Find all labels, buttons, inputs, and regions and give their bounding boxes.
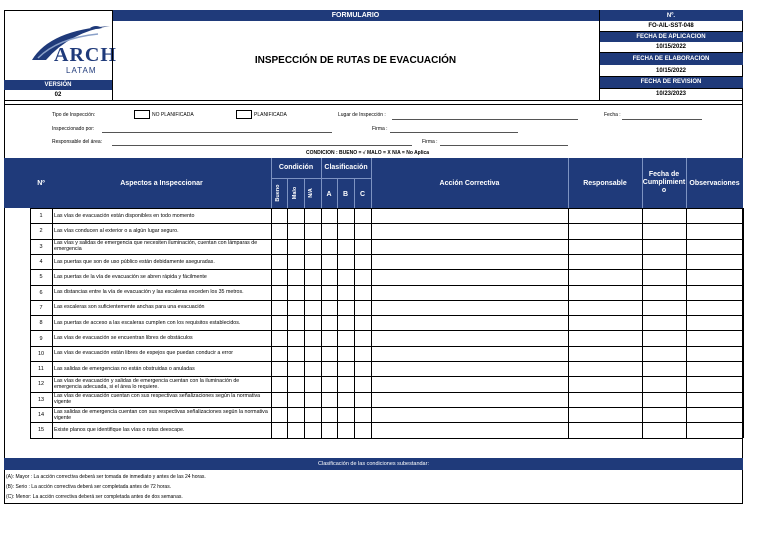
- col-a-header: A: [326, 190, 332, 198]
- firma-inspector-label: Firma :: [372, 126, 388, 132]
- table-cell-input[interactable]: [354, 269, 371, 284]
- table-cell-input[interactable]: [337, 208, 354, 223]
- table-cell-input[interactable]: [686, 223, 743, 238]
- table-cell-input[interactable]: [321, 361, 337, 376]
- table-cell-input[interactable]: [568, 346, 642, 361]
- table-cell-input[interactable]: [287, 407, 304, 422]
- col-aspectos-header: Aspectos a Inspeccionar: [120, 179, 203, 187]
- row-number: 15: [37, 427, 45, 434]
- table-cell-input[interactable]: [686, 300, 743, 315]
- lugar-inspeccion-label: Lugar de Inspección :: [338, 112, 386, 118]
- fecha-elaboracion-label: FECHA DE ELABORACION: [599, 52, 743, 65]
- table-cell-input[interactable]: [371, 285, 568, 300]
- table-cell-input[interactable]: [371, 300, 568, 315]
- table-cell-input[interactable]: [686, 361, 743, 376]
- tipo-inspeccion-label: Tipo de Inspección:: [52, 112, 96, 118]
- table-cell-input[interactable]: [337, 376, 354, 391]
- table-cell-input[interactable]: [287, 315, 304, 330]
- table-cell-input[interactable]: [287, 392, 304, 407]
- condicion-legend: CONDICION : BUENO = √ MALO = X N/A = No Aplica: [306, 150, 430, 156]
- row-number: 3: [39, 243, 43, 250]
- table-cell-input[interactable]: [337, 392, 354, 407]
- table-cell-input[interactable]: [371, 239, 568, 254]
- table-cell-input[interactable]: [337, 422, 354, 437]
- table-cell-input[interactable]: [304, 376, 321, 391]
- fecha-label: Fecha :: [604, 112, 621, 118]
- row-aspect-text: Las puertas de la vía de evacuación se abren rápida y fácilmente: [54, 273, 207, 280]
- table-cell-input[interactable]: [321, 330, 337, 345]
- table-cell-input[interactable]: [271, 407, 287, 422]
- table-cell-input[interactable]: [271, 285, 287, 300]
- table-cell-input[interactable]: [371, 407, 568, 422]
- table-cell-input[interactable]: [304, 346, 321, 361]
- col-clasificacion-header: Clasificación: [324, 163, 368, 171]
- col-responsable-header: Responsable: [583, 179, 627, 187]
- table-cell-input[interactable]: [271, 300, 287, 315]
- table-cell-input[interactable]: [371, 223, 568, 238]
- table-cell-input[interactable]: [354, 239, 371, 254]
- table-cell-input[interactable]: [287, 285, 304, 300]
- table-cell-input[interactable]: [271, 315, 287, 330]
- footer-title: Clasificación de las condiciones subestandar:: [4, 458, 743, 470]
- row-aspect-text: Existe planos que identifique las vías o rutas deescape.: [54, 426, 185, 433]
- table-cell-input[interactable]: [568, 254, 642, 269]
- table-cell-input[interactable]: [337, 330, 354, 345]
- row-aspect-text: Las distancias entre la vía de evacuación y las escaleras exceden los 35 metros.: [54, 289, 244, 296]
- fecha-aplicacion-label: FECHA DE APLICACION: [599, 31, 743, 42]
- table-cell-input[interactable]: [642, 285, 686, 300]
- row-number: 10: [37, 350, 45, 357]
- page-title: INSPECCIÓN DE RUTAS DE EVACUACIÓN: [254, 55, 457, 66]
- table-cell-input[interactable]: [686, 285, 743, 300]
- table-cell-input[interactable]: [642, 300, 686, 315]
- row-number: 7: [39, 304, 43, 311]
- table-cell-input[interactable]: [354, 376, 371, 391]
- table-cell-input[interactable]: [321, 346, 337, 361]
- col-condicion-header: Condición: [278, 163, 314, 171]
- table-cell-input[interactable]: [337, 315, 354, 330]
- table-cell-input[interactable]: [686, 346, 743, 361]
- table-cell-input[interactable]: [642, 208, 686, 223]
- table-cell-input[interactable]: [686, 269, 743, 284]
- fecha-revision: 10/23/2023: [655, 91, 687, 97]
- row-number: 5: [39, 274, 43, 281]
- row-number: 13: [37, 396, 45, 403]
- table-cell-input[interactable]: [337, 239, 354, 254]
- table-cell-input[interactable]: [371, 254, 568, 269]
- table-cell-input[interactable]: [271, 223, 287, 238]
- inspeccionado-label: Inspeccionado por:: [52, 126, 95, 132]
- row-number: 11: [38, 366, 44, 373]
- table-cell-input[interactable]: [371, 392, 568, 407]
- table-cell-input[interactable]: [568, 208, 642, 223]
- table-cell-input[interactable]: [354, 315, 371, 330]
- row-number: 14: [37, 412, 45, 419]
- form-code: FO-AIL-SST-048: [648, 23, 694, 29]
- planificada-label: PLANIFICADA: [254, 112, 287, 118]
- table-cell-input[interactable]: [287, 223, 304, 238]
- table-cell-input[interactable]: [321, 239, 337, 254]
- table-cell-input[interactable]: [304, 254, 321, 269]
- table-cell-input[interactable]: [686, 330, 743, 345]
- table-cell-input[interactable]: [642, 407, 686, 422]
- table-cell-input[interactable]: [287, 269, 304, 284]
- firma-responsable-field[interactable]: [440, 145, 568, 146]
- table-cell-input[interactable]: [271, 254, 287, 269]
- table-cell-input[interactable]: [287, 300, 304, 315]
- table-cell-input[interactable]: [568, 223, 642, 238]
- table-cell-input[interactable]: [686, 376, 743, 391]
- inspeccionado-field[interactable]: [102, 132, 332, 133]
- table-cell-input[interactable]: [686, 254, 743, 269]
- table-cell-input[interactable]: [287, 346, 304, 361]
- table-cell-input[interactable]: [337, 346, 354, 361]
- col-bueno-header: Bueno: [275, 184, 281, 202]
- row-aspect-text: Las vías de evacuación cuentan con sus respectivas señalizaciones según la normativa vigente: [54, 393, 261, 406]
- row-aspect-text: Las vías de evacuación están libres de espejos que puedan conducir a error: [54, 350, 234, 357]
- col-b-header: B: [342, 190, 349, 198]
- table-cell-input[interactable]: [337, 285, 354, 300]
- table-cell-input[interactable]: [642, 315, 686, 330]
- table-cell-input[interactable]: [321, 376, 337, 391]
- table-cell-input[interactable]: [568, 330, 642, 345]
- row-aspect-text: Las escaleras son suficientemente anchas para una evacuación: [54, 304, 205, 311]
- row-number: 1: [39, 213, 43, 220]
- form-label: FORMULARIO: [112, 10, 599, 21]
- fecha-elaboracion: 10/15/2022: [655, 67, 687, 74]
- table-cell-input[interactable]: [354, 285, 371, 300]
- col-malo-header: Malo: [292, 186, 298, 200]
- table-cell-input[interactable]: [371, 269, 568, 284]
- table-cell-input[interactable]: [287, 239, 304, 254]
- table-cell-input[interactable]: [271, 239, 287, 254]
- table-cell-input[interactable]: [686, 239, 743, 254]
- row-number: 8: [39, 320, 43, 327]
- responsable-area-label: Responsable del área:: [52, 139, 103, 145]
- version-value: 02: [54, 92, 62, 98]
- table-cell-input[interactable]: [354, 208, 371, 223]
- logo-text: ARCH: [54, 44, 117, 66]
- row-aspect-text: Las vías y salidas de emergencia que necesiten iluminación, cuentan con lámparas de emergencia: [54, 240, 258, 253]
- table-cell-input[interactable]: [354, 300, 371, 315]
- table-cell-input[interactable]: [321, 208, 337, 223]
- table-cell-input[interactable]: [304, 361, 321, 376]
- table-cell-input[interactable]: [287, 208, 304, 223]
- version-label: VERSIÓN: [4, 80, 112, 90]
- table-cell-input[interactable]: [568, 269, 642, 284]
- table-cell-input[interactable]: [321, 407, 337, 422]
- col-na-header: N/A: [308, 188, 314, 198]
- col-num-header: Nº: [37, 179, 45, 187]
- table-cell-input[interactable]: [642, 422, 686, 437]
- table-cell-input[interactable]: [304, 269, 321, 284]
- fecha-field[interactable]: [622, 119, 702, 120]
- table-cell-input[interactable]: [287, 254, 304, 269]
- table-cell-input[interactable]: [568, 300, 642, 315]
- table-cell-input[interactable]: [321, 422, 337, 437]
- col-c-header: C: [359, 190, 366, 198]
- table-cell-input[interactable]: [371, 208, 568, 223]
- table-cell-input[interactable]: [686, 407, 743, 422]
- table-cell-input[interactable]: [642, 239, 686, 254]
- table-cell-input[interactable]: [287, 376, 304, 391]
- no-planificada-checkbox[interactable]: [134, 110, 150, 119]
- table-cell-input[interactable]: [321, 254, 337, 269]
- table-cell-input[interactable]: [321, 315, 337, 330]
- table-cell-input[interactable]: [371, 330, 568, 345]
- table-cell-input[interactable]: [271, 376, 287, 391]
- table-cell-input[interactable]: [354, 254, 371, 269]
- table-cell-input[interactable]: [337, 407, 354, 422]
- row-aspect-text: Las vías conducen al exterior o a algún lugar seguro.: [54, 227, 179, 234]
- table-cell-input[interactable]: [271, 346, 287, 361]
- table-cell-input[interactable]: [568, 407, 642, 422]
- footer-class-a: (A): Mayor : La acción correctiva deberá ser tomada de inmediato y antes de las 24 horas.: [6, 474, 206, 480]
- responsable-area-field[interactable]: [112, 145, 412, 146]
- table-cell-input[interactable]: [321, 285, 337, 300]
- table-cell-input[interactable]: [354, 346, 371, 361]
- table-cell-input[interactable]: [371, 376, 568, 391]
- fecha-aplicacion: 10/15/2022: [655, 44, 687, 50]
- row-aspect-text: Las salidas de emergencia cuentan con sus respectivas señalizaciones según la normativa vigente: [54, 408, 268, 421]
- table-cell-input[interactable]: [371, 422, 568, 437]
- row-number: 9: [39, 335, 43, 342]
- table-cell-input[interactable]: [642, 376, 686, 391]
- table-cell-input[interactable]: [568, 376, 642, 391]
- table-cell-input[interactable]: [568, 285, 642, 300]
- table-cell-input[interactable]: [686, 392, 743, 407]
- table-cell-input[interactable]: [642, 392, 686, 407]
- table-cell-input[interactable]: [304, 223, 321, 238]
- table-cell-input[interactable]: [337, 269, 354, 284]
- code-number-label: Nº.: [599, 10, 743, 21]
- table-cell-input[interactable]: [568, 315, 642, 330]
- table-cell-input[interactable]: [304, 315, 321, 330]
- table-cell-input[interactable]: [354, 422, 371, 437]
- table-cell-input[interactable]: [304, 330, 321, 345]
- row-number: 6: [39, 289, 43, 296]
- table-cell-input[interactable]: [304, 300, 321, 315]
- table-cell-input[interactable]: [642, 254, 686, 269]
- table-cell-input[interactable]: [304, 422, 321, 437]
- firma-responsable-label: Firma :: [422, 139, 438, 145]
- table-cell-input[interactable]: [337, 254, 354, 269]
- table-cell-input[interactable]: [271, 269, 287, 284]
- table-cell-input[interactable]: [287, 422, 304, 437]
- table-cell-input[interactable]: [568, 239, 642, 254]
- table-cell-input[interactable]: [642, 330, 686, 345]
- row-aspect-text: Las vías de evacuación y salidas de emergencia cuentan con la iluminación de emergencia adecuada, si el área lo requiere.: [54, 377, 240, 390]
- footer-class-b: (B): Serio : La acción correctiva deberá ser completada antes de 72 horas.: [6, 484, 172, 490]
- table-cell-input[interactable]: [642, 346, 686, 361]
- table-cell-input[interactable]: [686, 315, 743, 330]
- table-cell-input[interactable]: [304, 392, 321, 407]
- table-cell-input[interactable]: [568, 392, 642, 407]
- table-cell-input[interactable]: [321, 223, 337, 238]
- table-cell-input[interactable]: [568, 361, 642, 376]
- table-cell-input[interactable]: [642, 223, 686, 238]
- table-cell-input[interactable]: [354, 392, 371, 407]
- col-fecha-header: Fecha de Cumplimient o: [642, 171, 686, 194]
- table-cell-input[interactable]: [304, 239, 321, 254]
- table-cell-input[interactable]: [304, 407, 321, 422]
- row-aspect-text: Las puertas que son de uso público están debidamente aseguradas.: [54, 258, 215, 265]
- table-cell-input[interactable]: [354, 330, 371, 345]
- table-cell-input[interactable]: [271, 361, 287, 376]
- table-cell-input[interactable]: [287, 361, 304, 376]
- row-number: 2: [39, 228, 43, 235]
- table-cell-input[interactable]: [686, 208, 743, 223]
- lugar-inspeccion-field[interactable]: [392, 119, 578, 120]
- row-aspect-text: Las salidas de emergencias no están obstruidas o anuladas: [54, 365, 195, 372]
- table-cell-input[interactable]: [371, 361, 568, 376]
- table-cell-input[interactable]: [371, 315, 568, 330]
- table-cell-input[interactable]: [642, 269, 686, 284]
- table-cell-input[interactable]: [354, 407, 371, 422]
- col-observaciones-header: Observaciones: [689, 179, 740, 187]
- table-cell-input[interactable]: [271, 392, 287, 407]
- table-cell-input[interactable]: [304, 208, 321, 223]
- table-cell-input[interactable]: [321, 300, 337, 315]
- table-cell-input[interactable]: [354, 361, 371, 376]
- planificada-checkbox[interactable]: [236, 110, 252, 119]
- col-accion-header: Acción Correctiva: [439, 179, 500, 187]
- table-cell-input[interactable]: [321, 269, 337, 284]
- row-aspect-text: Las vías de evacuación se encuentran libres de obstáculos: [54, 335, 193, 342]
- table-cell-input[interactable]: [287, 330, 304, 345]
- no-planificada-label: NO PLANIFICADA: [152, 112, 194, 118]
- table-cell-input[interactable]: [337, 300, 354, 315]
- table-cell-input[interactable]: [568, 422, 642, 437]
- table-cell-input[interactable]: [686, 422, 743, 437]
- fecha-revision-label: FECHA DE REVISION: [599, 76, 743, 88]
- table-cell-input[interactable]: [642, 361, 686, 376]
- row-aspect-text: Las vías de evacuación están disponibles en todo momento: [54, 212, 195, 219]
- table-cell-input[interactable]: [321, 392, 337, 407]
- table-cell-input[interactable]: [271, 422, 287, 437]
- row-number: 4: [39, 259, 43, 266]
- logo-subtext: LATAM: [66, 66, 97, 75]
- row-aspect-text: Las puertas de acceso a las escaleras cumplen con los requisitos establecidos.: [54, 319, 241, 326]
- row-number: 12: [37, 381, 45, 388]
- table-cell-input[interactable]: [354, 223, 371, 238]
- table-cell-input[interactable]: [337, 361, 354, 376]
- table-cell-input[interactable]: [271, 330, 287, 345]
- table-cell-input[interactable]: [337, 223, 354, 238]
- table-cell-input[interactable]: [271, 208, 287, 223]
- firma-inspector-field[interactable]: [390, 132, 518, 133]
- footer-class-c: (C): Menor: La acción correctiva deberá ser completada antes de dos semanas.: [6, 494, 183, 500]
- table-cell-input[interactable]: [371, 346, 568, 361]
- table-cell-input[interactable]: [304, 285, 321, 300]
